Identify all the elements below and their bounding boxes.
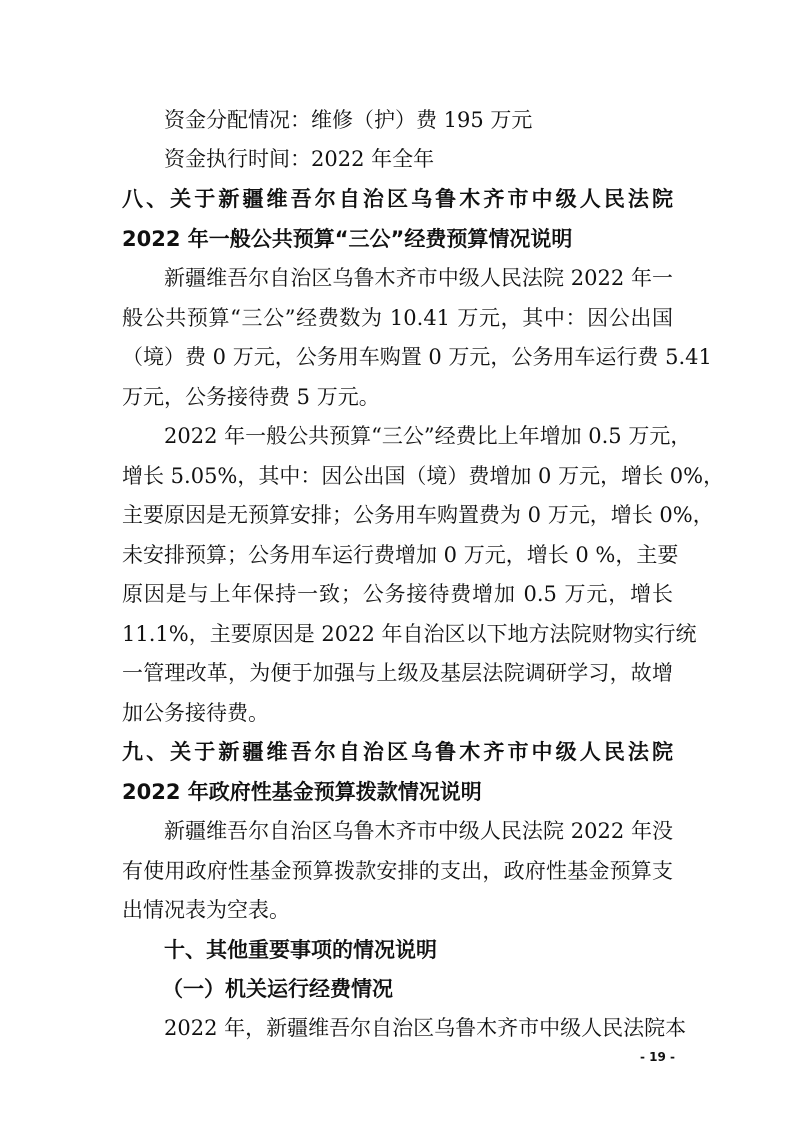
section-heading-9: 九、关于新疆维吾尔自治区乌鲁木齐市中级人民法院 [122,740,673,764]
text-line: 万元，公务接待费 5 万元。 [122,385,380,409]
text-line: 有使用政府性基金预算拨款安排的支出，政府性基金预算支 [122,859,673,883]
text-line: 新疆维吾尔自治区乌鲁木齐市中级人民法院 2022 年没 [164,819,673,843]
text-line: 般公共预算“三公”经费数为 10.41 万元，其中：因公出国 [122,306,673,330]
section-heading-8-cont: 2022 年一般公共预算“三公”经费预算情况说明 [122,227,573,251]
text-line: 2022 年一般公共预算“三公”经费比上年增加 0.5 万元， [164,424,692,448]
text-line: 原因是与上年保持一致；公务接待费增加 0.5 万元，增长 [122,582,673,606]
text-line: 资金执行时间：2022 年全年 [164,147,435,171]
text-line: 资金分配情况：维修（护）费 195 万元 [164,108,533,132]
text-line: 增长 5.05%，其中：因公出国（境）费增加 0 万元，增长 0%， [122,464,725,488]
text-line: 2022 年，新疆维吾尔自治区乌鲁木齐市中级人民法院本 [164,1016,687,1040]
subsection-heading-1: （一）机关运行经费情况 [162,977,393,1001]
section-heading-9-cont: 2022 年政府性基金预算拨款情况说明 [122,780,482,804]
page-number: - 19 - [640,1050,676,1064]
text-line: （境）费 0 万元，公务用车购置 0 万元，公务用车运行费 5.41 [122,345,712,369]
text-line: 加公务接待费。 [122,701,269,725]
section-heading-10: 十、其他重要事项的情况说明 [164,938,437,962]
text-line: 未安排预算；公务用车运行费增加 0 万元，增长 0 %，主要 [122,543,679,567]
text-line: 一管理改革，为便于加强与上级及基层法院调研学习，故增 [122,661,673,685]
text-line: 新疆维吾尔自治区乌鲁木齐市中级人民法院 2022 年一 [164,266,673,290]
text-line: 出情况表为空表。 [122,898,290,922]
text-line: 主要原因是无预算安排；公务用车购置费为 0 万元，增长 0%， [122,503,714,527]
section-heading-8: 八、关于新疆维吾尔自治区乌鲁木齐市中级人民法院 [122,187,673,211]
text-line: 11.1%，主要原因是 2022 年自治区以下地方法院财物实行统 [122,622,697,646]
